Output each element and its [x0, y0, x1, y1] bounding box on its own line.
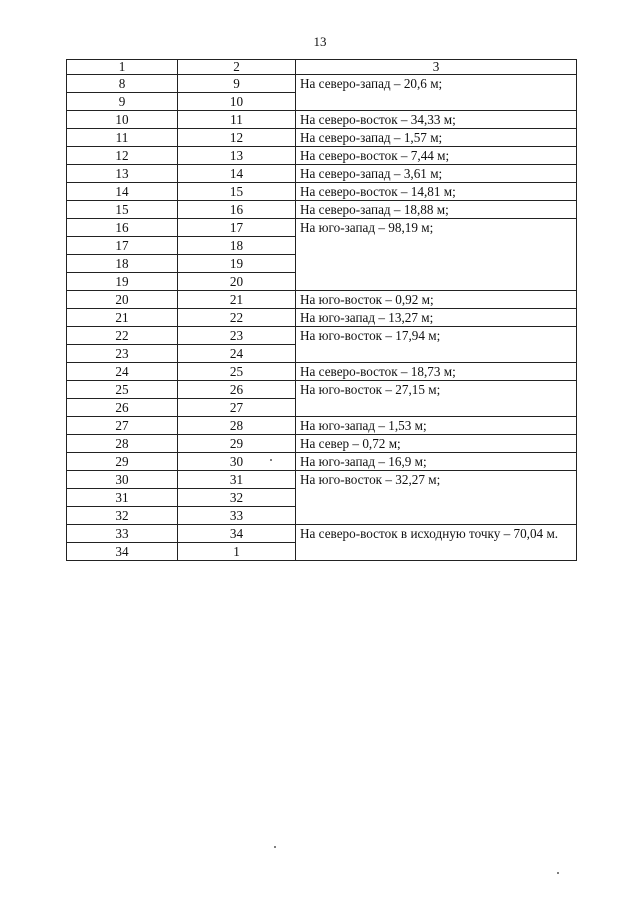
direction-distance-cell: На северо-запад – 20,6 м;	[296, 75, 577, 111]
point-from-cell: 31	[67, 489, 178, 507]
point-to-cell: 9	[178, 75, 296, 93]
point-from-cell: 33	[67, 525, 178, 543]
header-row	[67, 60, 577, 75]
point-to-cell: 17	[178, 219, 296, 237]
point-from-cell: 21	[67, 309, 178, 327]
direction-distance-cell: На юго-запад – 1,53 м;	[296, 417, 577, 435]
point-to-cell: 30	[178, 453, 296, 471]
scan-speck	[274, 846, 276, 848]
point-to-cell: 19	[178, 255, 296, 273]
column-header-description: 3	[296, 60, 577, 75]
point-to-cell: 20	[178, 273, 296, 291]
table-row	[67, 417, 577, 435]
direction-distance-cell: На северо-восток в исходную точку – 70,04 м.	[296, 525, 577, 561]
scan-speck	[270, 459, 272, 461]
point-from-cell: 30	[67, 471, 178, 489]
page-number: 13	[313, 34, 327, 49]
point-to-cell: 1	[178, 543, 296, 561]
point-to-cell: 34	[178, 525, 296, 543]
point-to-cell: 27	[178, 399, 296, 417]
point-to-cell: 22	[178, 309, 296, 327]
point-from-cell: 24	[67, 363, 178, 381]
point-from-cell: 26	[67, 399, 178, 417]
table-row	[67, 183, 577, 201]
point-from-cell: 12	[67, 147, 178, 165]
point-to-cell: 33	[178, 507, 296, 525]
table-row	[67, 453, 577, 471]
table-row	[67, 327, 577, 345]
point-to-cell: 15	[178, 183, 296, 201]
direction-distance-cell: На юго-восток – 0,92 м;	[296, 291, 577, 309]
table-row	[67, 525, 577, 543]
table-row	[67, 435, 577, 453]
point-from-cell: 28	[67, 435, 178, 453]
point-to-cell: 12	[178, 129, 296, 147]
point-from-cell: 10	[67, 111, 178, 129]
point-to-cell: 24	[178, 345, 296, 363]
direction-distance-cell: На юго-восток – 17,94 м;	[296, 327, 577, 363]
point-from-cell: 23	[67, 345, 178, 363]
table-row	[67, 363, 577, 381]
table-row	[67, 201, 577, 219]
table-body	[67, 75, 577, 561]
point-from-cell: 19	[67, 273, 178, 291]
boundary-table	[66, 59, 577, 561]
table-row	[67, 147, 577, 165]
point-from-cell: 32	[67, 507, 178, 525]
direction-distance-cell: На северо-восток – 34,33 м;	[296, 111, 577, 129]
point-to-cell: 32	[178, 489, 296, 507]
point-from-cell: 18	[67, 255, 178, 273]
point-to-cell: 14	[178, 165, 296, 183]
table-row	[67, 129, 577, 147]
point-to-cell: 25	[178, 363, 296, 381]
point-from-cell: 25	[67, 381, 178, 399]
direction-distance-cell: На юго-восток – 32,27 м;	[296, 471, 577, 525]
point-from-cell: 15	[67, 201, 178, 219]
table-row	[67, 309, 577, 327]
column-header-to: 2	[178, 60, 296, 75]
point-from-cell: 27	[67, 417, 178, 435]
point-to-cell: 13	[178, 147, 296, 165]
table-row	[67, 75, 577, 93]
point-to-cell: 26	[178, 381, 296, 399]
point-from-cell: 9	[67, 93, 178, 111]
table-header	[67, 60, 577, 75]
direction-distance-cell: На северо-запад – 1,57 м;	[296, 129, 577, 147]
table-row	[67, 219, 577, 237]
point-from-cell: 16	[67, 219, 178, 237]
point-to-cell: 28	[178, 417, 296, 435]
point-to-cell: 18	[178, 237, 296, 255]
point-from-cell: 13	[67, 165, 178, 183]
point-to-cell: 31	[178, 471, 296, 489]
point-to-cell: 11	[178, 111, 296, 129]
direction-distance-cell: На северо-восток – 14,81 м;	[296, 183, 577, 201]
point-from-cell: 22	[67, 327, 178, 345]
column-header-from: 1	[67, 60, 178, 75]
direction-distance-cell: На северо-восток – 18,73 м;	[296, 363, 577, 381]
point-from-cell: 11	[67, 129, 178, 147]
table-row	[67, 111, 577, 129]
table-row	[67, 381, 577, 399]
point-from-cell: 17	[67, 237, 178, 255]
point-from-cell: 34	[67, 543, 178, 561]
direction-distance-cell: На северо-восток – 7,44 м;	[296, 147, 577, 165]
point-from-cell: 20	[67, 291, 178, 309]
direction-distance-cell: На юго-восток – 27,15 м;	[296, 381, 577, 417]
table-row	[67, 471, 577, 489]
table-row	[67, 165, 577, 183]
direction-distance-cell: На юго-запад – 16,9 м;	[296, 453, 577, 471]
point-to-cell: 16	[178, 201, 296, 219]
point-to-cell: 10	[178, 93, 296, 111]
direction-distance-cell: На юго-запад – 98,19 м;	[296, 219, 577, 291]
direction-distance-cell: На северо-запад – 18,88 м;	[296, 201, 577, 219]
direction-distance-cell: На север – 0,72 м;	[296, 435, 577, 453]
table-row	[67, 291, 577, 309]
point-from-cell: 8	[67, 75, 178, 93]
point-to-cell: 21	[178, 291, 296, 309]
point-from-cell: 14	[67, 183, 178, 201]
point-from-cell: 29	[67, 453, 178, 471]
direction-distance-cell: На юго-запад – 13,27 м;	[296, 309, 577, 327]
point-to-cell: 29	[178, 435, 296, 453]
point-to-cell: 23	[178, 327, 296, 345]
direction-distance-cell: На северо-запад – 3,61 м;	[296, 165, 577, 183]
scan-speck	[557, 872, 559, 874]
